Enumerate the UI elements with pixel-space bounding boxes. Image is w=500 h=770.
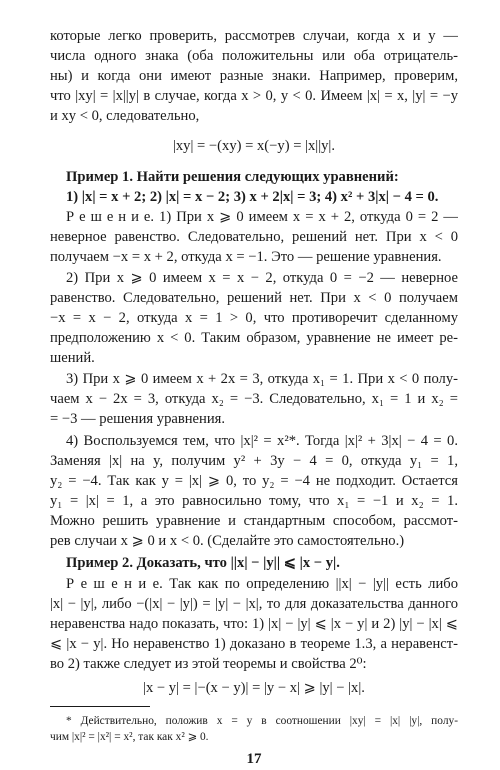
text-line: числа одного знака (оба положительны или оба отрицатель- — [50, 48, 458, 64]
text-line: предположению x < 0. Таким образом, уравнение не имеет ре- — [50, 330, 458, 346]
text-line: шений. — [50, 350, 95, 366]
example-2-heading: Пример 2. Доказать, что ||x| − |y|| ⩽ |x − y|. — [66, 555, 340, 571]
text-line: Заменяя |x| на y, получим y² + 3y − 4 = 0, откуда y₁ = 1, — [50, 453, 458, 469]
example-1-heading: Пример 1. Найти решения следующих уравнений: — [66, 169, 399, 185]
footnote-divider — [50, 706, 150, 707]
text-line: |x| − |y|, либо −(|x| − |y|) = |y| − |x|, то для доказательства данного — [50, 596, 458, 612]
text-line: 2) При x ⩾ 0 имеем x = x − 2, откуда 0 = −2 — неверное — [66, 270, 458, 286]
text-line: y₁ = |x| = 1, а это равносильно тому, что x₁ = −1 и x₂ = 1. — [50, 493, 458, 509]
text-line: равенство. Следовательно, решений нет. При x < 0 получаем — [50, 290, 458, 306]
text-line: во 2) также следует из этой теоремы и свойства 2⁰: — [50, 655, 458, 675]
text-line: 4) Воспользуемся тем, что |x|² = x²*. Тогда |x|² + 3|x| − 4 = 0. — [66, 433, 458, 449]
text-line: = −3 — решения уравнения. — [50, 411, 225, 427]
text-line: неравенства надо показать, что: 1) |x| − |y| ⩽ |x − y| и 2) |y| − |x| ⩽ — [50, 616, 458, 632]
text-line: что |xy| = |x||y| в случае, когда x > 0, y < 0. Имеем |x| = x, |y| = −y — [50, 88, 458, 104]
text-line: рев случаи x ⩾ 0 и x < 0. (Сделайте это самостоятельно.) — [50, 533, 405, 549]
text-line: y₂ = −4. Так как y = |x| ⩾ 0, то y₂ = −4 не подходит. Остается — [50, 473, 458, 489]
text-line: неверное равенство. Следовательно, решений нет. При x < 0 — [50, 229, 458, 245]
text-line: Можно решить уравнение и стандартным способом, рассмот- — [50, 513, 458, 529]
text-line: ⩽ |x − y|. Но неравенство 1) доказано в теореме 1.3, а неравенст- — [50, 636, 458, 652]
text-line: чаем x − 2x = 3, откуда x₂ = −3. Следовательно, x₁ = 1 и x₂ = — [50, 391, 458, 407]
text-line: 3) При x ⩾ 0 имеем x + 2x = 3, откуда x₁ = 1. При x < 0 полу- — [66, 371, 458, 387]
text-line: которые легко проверить, рассмотрев случаи, когда x и y — — [50, 28, 458, 44]
text-line: и xy < 0, следовательно, — [50, 108, 200, 124]
text-line: Р е ш е н и е. 1) При x ⩾ 0 имеем x = x + 2, откуда 0 = 2 — — [66, 209, 458, 225]
text-line: получаем −x = x + 2, откуда x = −1. Это — решение уравнения. — [50, 249, 442, 265]
footnote-line: чим |x|² = |x²| = x², так как x² ⩾ 0. — [50, 731, 209, 743]
display-formula: |xy| = −(xy) = x(−y) = |x||y|. — [172, 138, 336, 154]
example-1-equations: 1) |x| = x + 2; 2) |x| = x − 2; 3) x + 2|x| = 3; 4) x² + 3|x| − 4 = 0. — [66, 189, 439, 205]
text-line: −x = x − 2, откуда x = 1 > 0, что противоречит сделанному — [50, 310, 458, 326]
page-number: 17 — [246, 751, 262, 767]
text-line: ны) и когда они имеют разные знаки. Например, проверим, — [50, 68, 458, 84]
text-line: Р е ш е н и е. Так как по определению ||x| − |y|| есть либо — [66, 576, 458, 592]
footnote-line: * Действительно, положив x = y в соотношении |xy| = |x| |y|, полу- — [66, 715, 458, 727]
display-formula: |x − y| = |−(x − y)| = |y − x| ⩾ |y| − |x|. — [143, 680, 365, 696]
